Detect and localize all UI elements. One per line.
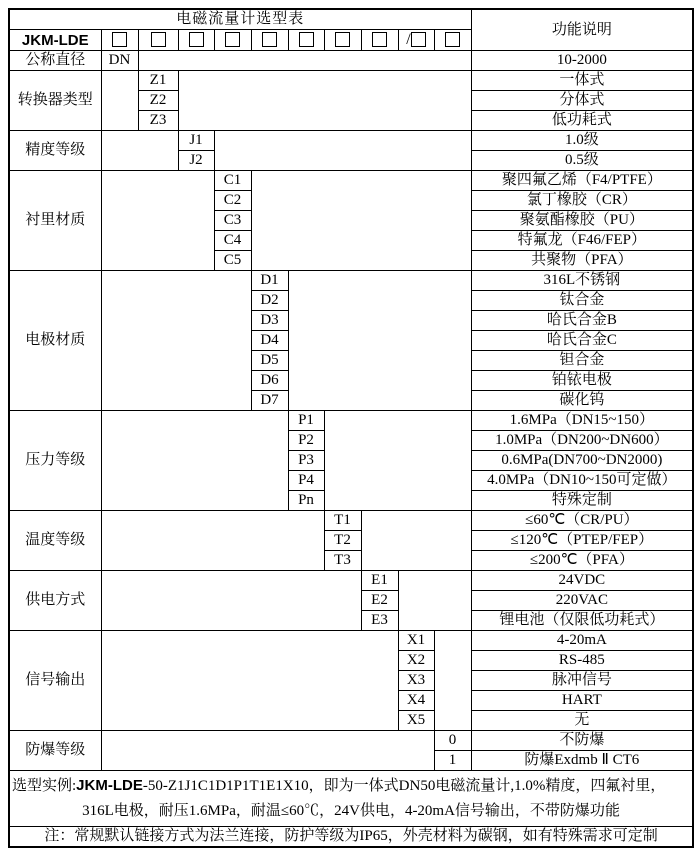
table-row — [9, 631, 693, 651]
desc-cell: 无 — [471, 711, 693, 731]
code-cell: P2 — [288, 431, 324, 451]
code-cell: Z2 — [138, 91, 178, 111]
footnote: 注：常规默认链接方式为法兰连接，防护等级为IP65，外壳材料为碳钢，如有特殊需求可定制 — [9, 827, 693, 848]
code-cell: D7 — [251, 391, 288, 411]
empty-cell — [101, 731, 434, 771]
code-cell: E1 — [361, 571, 398, 591]
desc-cell: 钽合金 — [471, 351, 693, 371]
code-cell: C3 — [214, 211, 251, 231]
table-title: 电磁流量计选型表 — [9, 9, 471, 30]
code-cell: C1 — [214, 171, 251, 191]
code-cell: 1 — [434, 751, 471, 771]
desc-cell: 氯丁橡胶（CR） — [471, 191, 693, 211]
code-cell: J1 — [178, 131, 214, 151]
desc-cell: 0.6MPa(DN700~DN2000) — [471, 451, 693, 471]
example-model-code: JKM-LDE — [76, 777, 143, 794]
desc-cell: 聚四氟乙烯（F4/PTFE） — [471, 171, 693, 191]
empty-cell — [101, 411, 288, 511]
desc-cell: 脉冲信号 — [471, 671, 693, 691]
selection-table — [8, 8, 694, 848]
checkbox-icon — [225, 32, 240, 47]
desc-cell: 0.5级 — [471, 151, 693, 171]
code-cell: X5 — [398, 711, 434, 731]
empty-cell — [251, 171, 471, 271]
model-checkbox-cell — [251, 30, 288, 51]
code-cell: Pn — [288, 491, 324, 511]
code-cell: C2 — [214, 191, 251, 211]
example-line2: 316L电极，耐压1.6MPa，耐温≤60℃，24V供电，4-20mA信号输出，不带防爆功能 — [82, 803, 620, 819]
desc-cell: 1.0MPa（DN200~DN600） — [471, 431, 693, 451]
model-code-label: JKM-LDE — [9, 30, 101, 51]
code-cell: X1 — [398, 631, 434, 651]
code-cell: D3 — [251, 311, 288, 331]
model-checkbox-cell: / — [398, 30, 434, 51]
code-cell: D4 — [251, 331, 288, 351]
desc-cell: 共聚物（PFA） — [471, 251, 693, 271]
empty-cell — [288, 271, 471, 411]
model-checkbox-cell — [288, 30, 324, 51]
model-checkbox-cell — [138, 30, 178, 51]
model-checkbox-cell — [361, 30, 398, 51]
table-row — [9, 171, 693, 191]
empty-cell — [178, 71, 471, 131]
model-checkbox-cell — [178, 30, 214, 51]
code-cell: J2 — [178, 151, 214, 171]
category-label: 压力等级 — [9, 411, 101, 511]
code-cell: T2 — [324, 531, 361, 551]
example-line1: 选型实例:JKM-LDE-50-Z1J1C1D1P1T1E1X10，即为一体式DN50电磁流量计,1.0%精度，四氟衬里， — [12, 777, 666, 794]
desc-cell: 一体式 — [471, 71, 693, 91]
code-cell: E3 — [361, 611, 398, 631]
desc-cell: 哈氏合金B — [471, 311, 693, 331]
desc-cell: RS-485 — [471, 651, 693, 671]
code-cell: D6 — [251, 371, 288, 391]
desc-cell: 聚氨酯橡胶（PU） — [471, 211, 693, 231]
empty-cell — [361, 511, 471, 571]
desc-cell: 316L不锈钢 — [471, 271, 693, 291]
desc-cell: 碳化钨 — [471, 391, 693, 411]
code-cell: E2 — [361, 591, 398, 611]
checkbox-icon — [262, 32, 277, 47]
desc-cell: 特氟龙（F46/FEP） — [471, 231, 693, 251]
code-cell: X4 — [398, 691, 434, 711]
table-row — [9, 271, 693, 291]
desc-cell: 4.0MPa（DN10~150可定做） — [471, 471, 693, 491]
code-cell: T3 — [324, 551, 361, 571]
desc-cell: 哈氏合金C — [471, 331, 693, 351]
model-checkbox-cell — [101, 30, 138, 51]
category-label: 精度等级 — [9, 131, 101, 171]
empty-cell — [138, 51, 471, 71]
table-row — [9, 731, 693, 751]
desc-cell: 1.0级 — [471, 131, 693, 151]
category-label: 信号输出 — [9, 631, 101, 731]
checkbox-icon — [189, 32, 204, 47]
empty-cell — [101, 631, 398, 731]
desc-cell: 低功耗式 — [471, 111, 693, 131]
checkbox-icon — [411, 32, 426, 47]
code-cell: C5 — [214, 251, 251, 271]
empty-cell — [214, 131, 471, 171]
desc-cell: 4-20mA — [471, 631, 693, 651]
desc-cell: 1.6MPa（DN15~150） — [471, 411, 693, 431]
desc-cell: 防爆Exdmb Ⅱ CT6 — [471, 751, 693, 771]
code-cell: D5 — [251, 351, 288, 371]
code-cell: D2 — [251, 291, 288, 311]
code-cell: P3 — [288, 451, 324, 471]
checkbox-icon — [372, 32, 387, 47]
desc-cell: 分体式 — [471, 91, 693, 111]
empty-cell — [101, 271, 251, 411]
code-cell: P4 — [288, 471, 324, 491]
desc-cell: 不防爆 — [471, 731, 693, 751]
category-label: 转换器类型 — [9, 71, 101, 131]
code-cell: X3 — [398, 671, 434, 691]
desc-cell: 24VDC — [471, 571, 693, 591]
desc-cell: ≤60℃（CR/PU） — [471, 511, 693, 531]
empty-cell — [101, 511, 324, 571]
code-cell: Z3 — [138, 111, 178, 131]
table-row — [9, 51, 693, 71]
desc-cell: 220VAC — [471, 591, 693, 611]
desc-cell: 锂电池（仅限低功耗式） — [471, 611, 693, 631]
empty-cell — [398, 571, 471, 631]
empty-cell — [324, 411, 471, 511]
code-cell: DN — [101, 51, 138, 71]
code-cell: Z1 — [138, 71, 178, 91]
empty-cell — [101, 571, 361, 631]
desc-cell: ≤200℃（PFA） — [471, 551, 693, 571]
function-desc-header: 功能说明 — [471, 9, 693, 51]
desc-cell: 钛合金 — [471, 291, 693, 311]
desc-cell: 特殊定制 — [471, 491, 693, 511]
category-label: 防爆等级 — [9, 731, 101, 771]
table-row — [9, 71, 693, 91]
category-label: 电极材质 — [9, 271, 101, 411]
empty-cell — [434, 631, 471, 731]
model-checkbox-cell — [324, 30, 361, 51]
code-cell: C4 — [214, 231, 251, 251]
code-cell: X2 — [398, 651, 434, 671]
checkbox-icon — [335, 32, 350, 47]
category-label: 衬里材质 — [9, 171, 101, 271]
model-checkbox-cell — [214, 30, 251, 51]
code-cell: D1 — [251, 271, 288, 291]
desc-cell: ≤120℃（PTEP/FEP） — [471, 531, 693, 551]
table-row — [9, 131, 693, 151]
checkbox-icon — [299, 32, 314, 47]
code-cell: P1 — [288, 411, 324, 431]
checkbox-icon — [151, 32, 166, 47]
category-label: 公称直径 — [9, 51, 101, 71]
empty-cell — [101, 71, 138, 131]
desc-cell: 铂铱电极 — [471, 371, 693, 391]
checkbox-icon — [445, 32, 460, 47]
table-row — [9, 411, 693, 431]
model-checkbox-cell — [434, 30, 471, 51]
selection-example — [9, 771, 693, 827]
checkbox-icon — [112, 32, 127, 47]
table-row — [9, 571, 693, 591]
table-row — [9, 511, 693, 531]
code-cell: 0 — [434, 731, 471, 751]
category-label: 温度等级 — [9, 511, 101, 571]
desc-cell: 10-2000 — [471, 51, 693, 71]
desc-cell: HART — [471, 691, 693, 711]
empty-cell — [101, 131, 178, 171]
empty-cell — [101, 171, 214, 271]
category-label: 供电方式 — [9, 571, 101, 631]
code-cell: T1 — [324, 511, 361, 531]
